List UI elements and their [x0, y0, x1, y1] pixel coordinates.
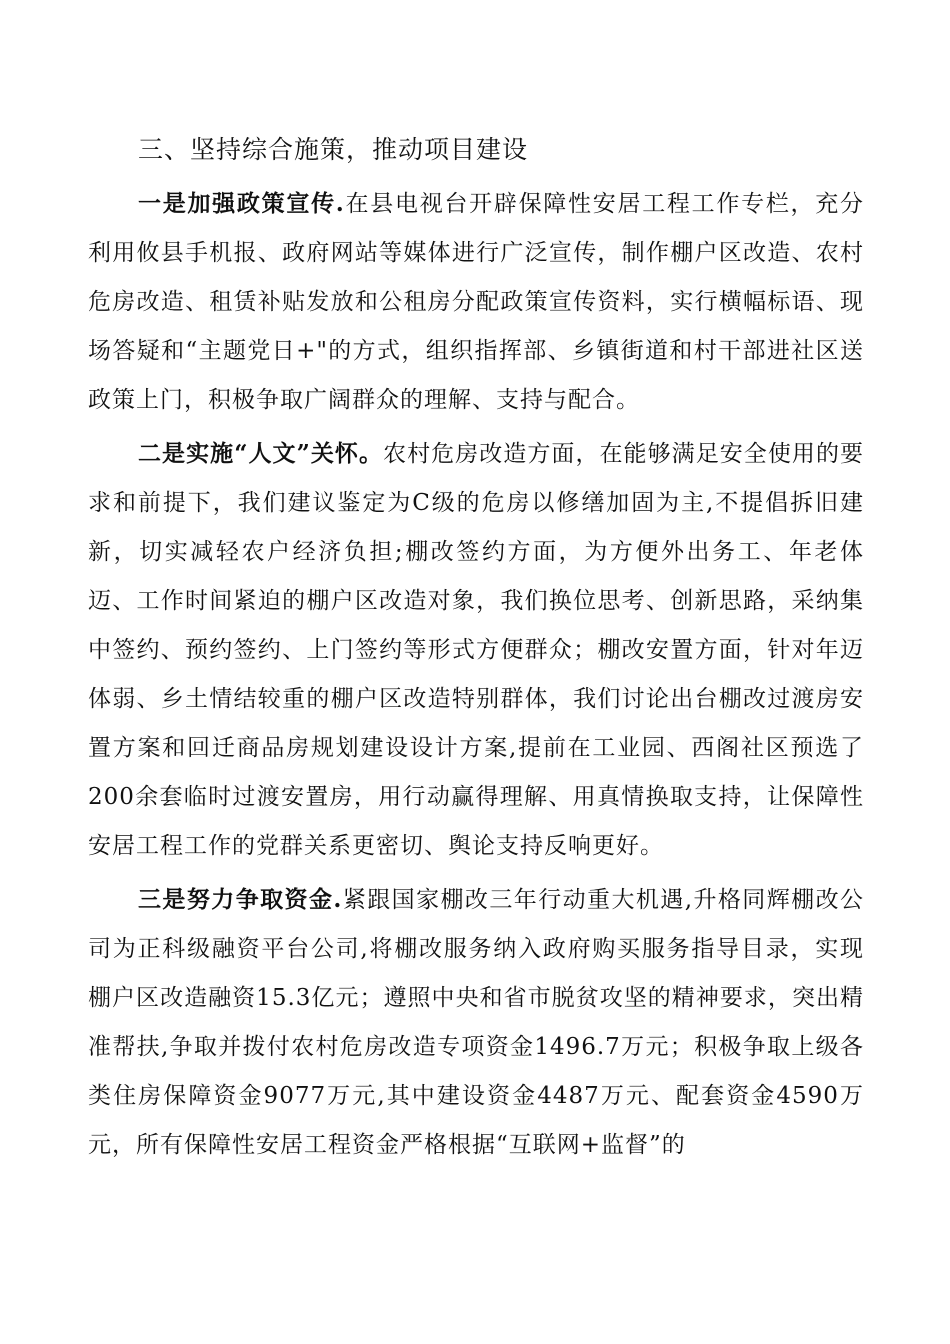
paragraph-policy-publicity	[88, 179, 864, 425]
section-heading: 三、坚持综合施策，推动项目建设	[138, 135, 529, 164]
paragraph-funding	[88, 875, 864, 1170]
paragraph-text: 在县电视台开辟保障性安居工程工作专栏，充分利用攸县手机报、政府网站等媒体进行广泛宣传，制作棚户区改造、农村危房改造、租赁补贴发放和公租房分配政策宣传资料，实行横幅标语、现场答疑和“主题党日+"的方式，组织指挥部、乡镇街道和村干部进社区送政策上门，积极争取广阔群众的理解、支持与配合。	[88, 191, 864, 413]
paragraph-lead: 三是努力争取资金.	[138, 886, 343, 913]
document-body	[88, 128, 864, 1174]
paragraph-text: 农村危房改造方面，在能够满足安全使用的要求和前提下，我们建议鉴定为C级的危房以修缮加固为主,不提倡拆旧建新，切实减轻农户经济负担;棚改签约方面，为方便外出务工、年老体迈、工作时间紧迫的棚户区改造对象，我们换位思考、创新思路，采纳集中签约、预约签约、上门签约等形式方便群众；棚改安置方面，针对年迈体弱、乡土情结较重的棚户区改造特别群体，我们讨论出台棚改过渡房安置方案和回迁商品房规划建设设计方案,提前在工业园、西阁社区预选了200余套临时过渡安置房，用行动赢得理解、用真情换取支持，让保障性安居工程工作的党群关系更密切、舆论支持反响更好。	[88, 441, 865, 859]
paragraph-text: 紧跟国家棚改三年行动重大机遇,升格同辉棚改公司为正科级融资平台公司,将棚改服务纳入政府购买服务指导目录，实现棚户区改造融资15.3亿元；遵照中央和省市脱贫攻坚的精神要求，突出精准帮扶,争取并拨付农村危房改造专项资金1496.7万元；积极争取上级各类住房保障资金9077万元,其中建设资金4487万元、配套资金4590万元，所有保障性安居工程资金严格根据“互联网+监督”的	[88, 887, 864, 1158]
paragraph-lead: 一是加强政策宣传.	[138, 190, 345, 217]
paragraph-lead: 二是实施“人文”关怀。	[138, 440, 384, 467]
paragraph-humanistic-care	[88, 429, 864, 871]
